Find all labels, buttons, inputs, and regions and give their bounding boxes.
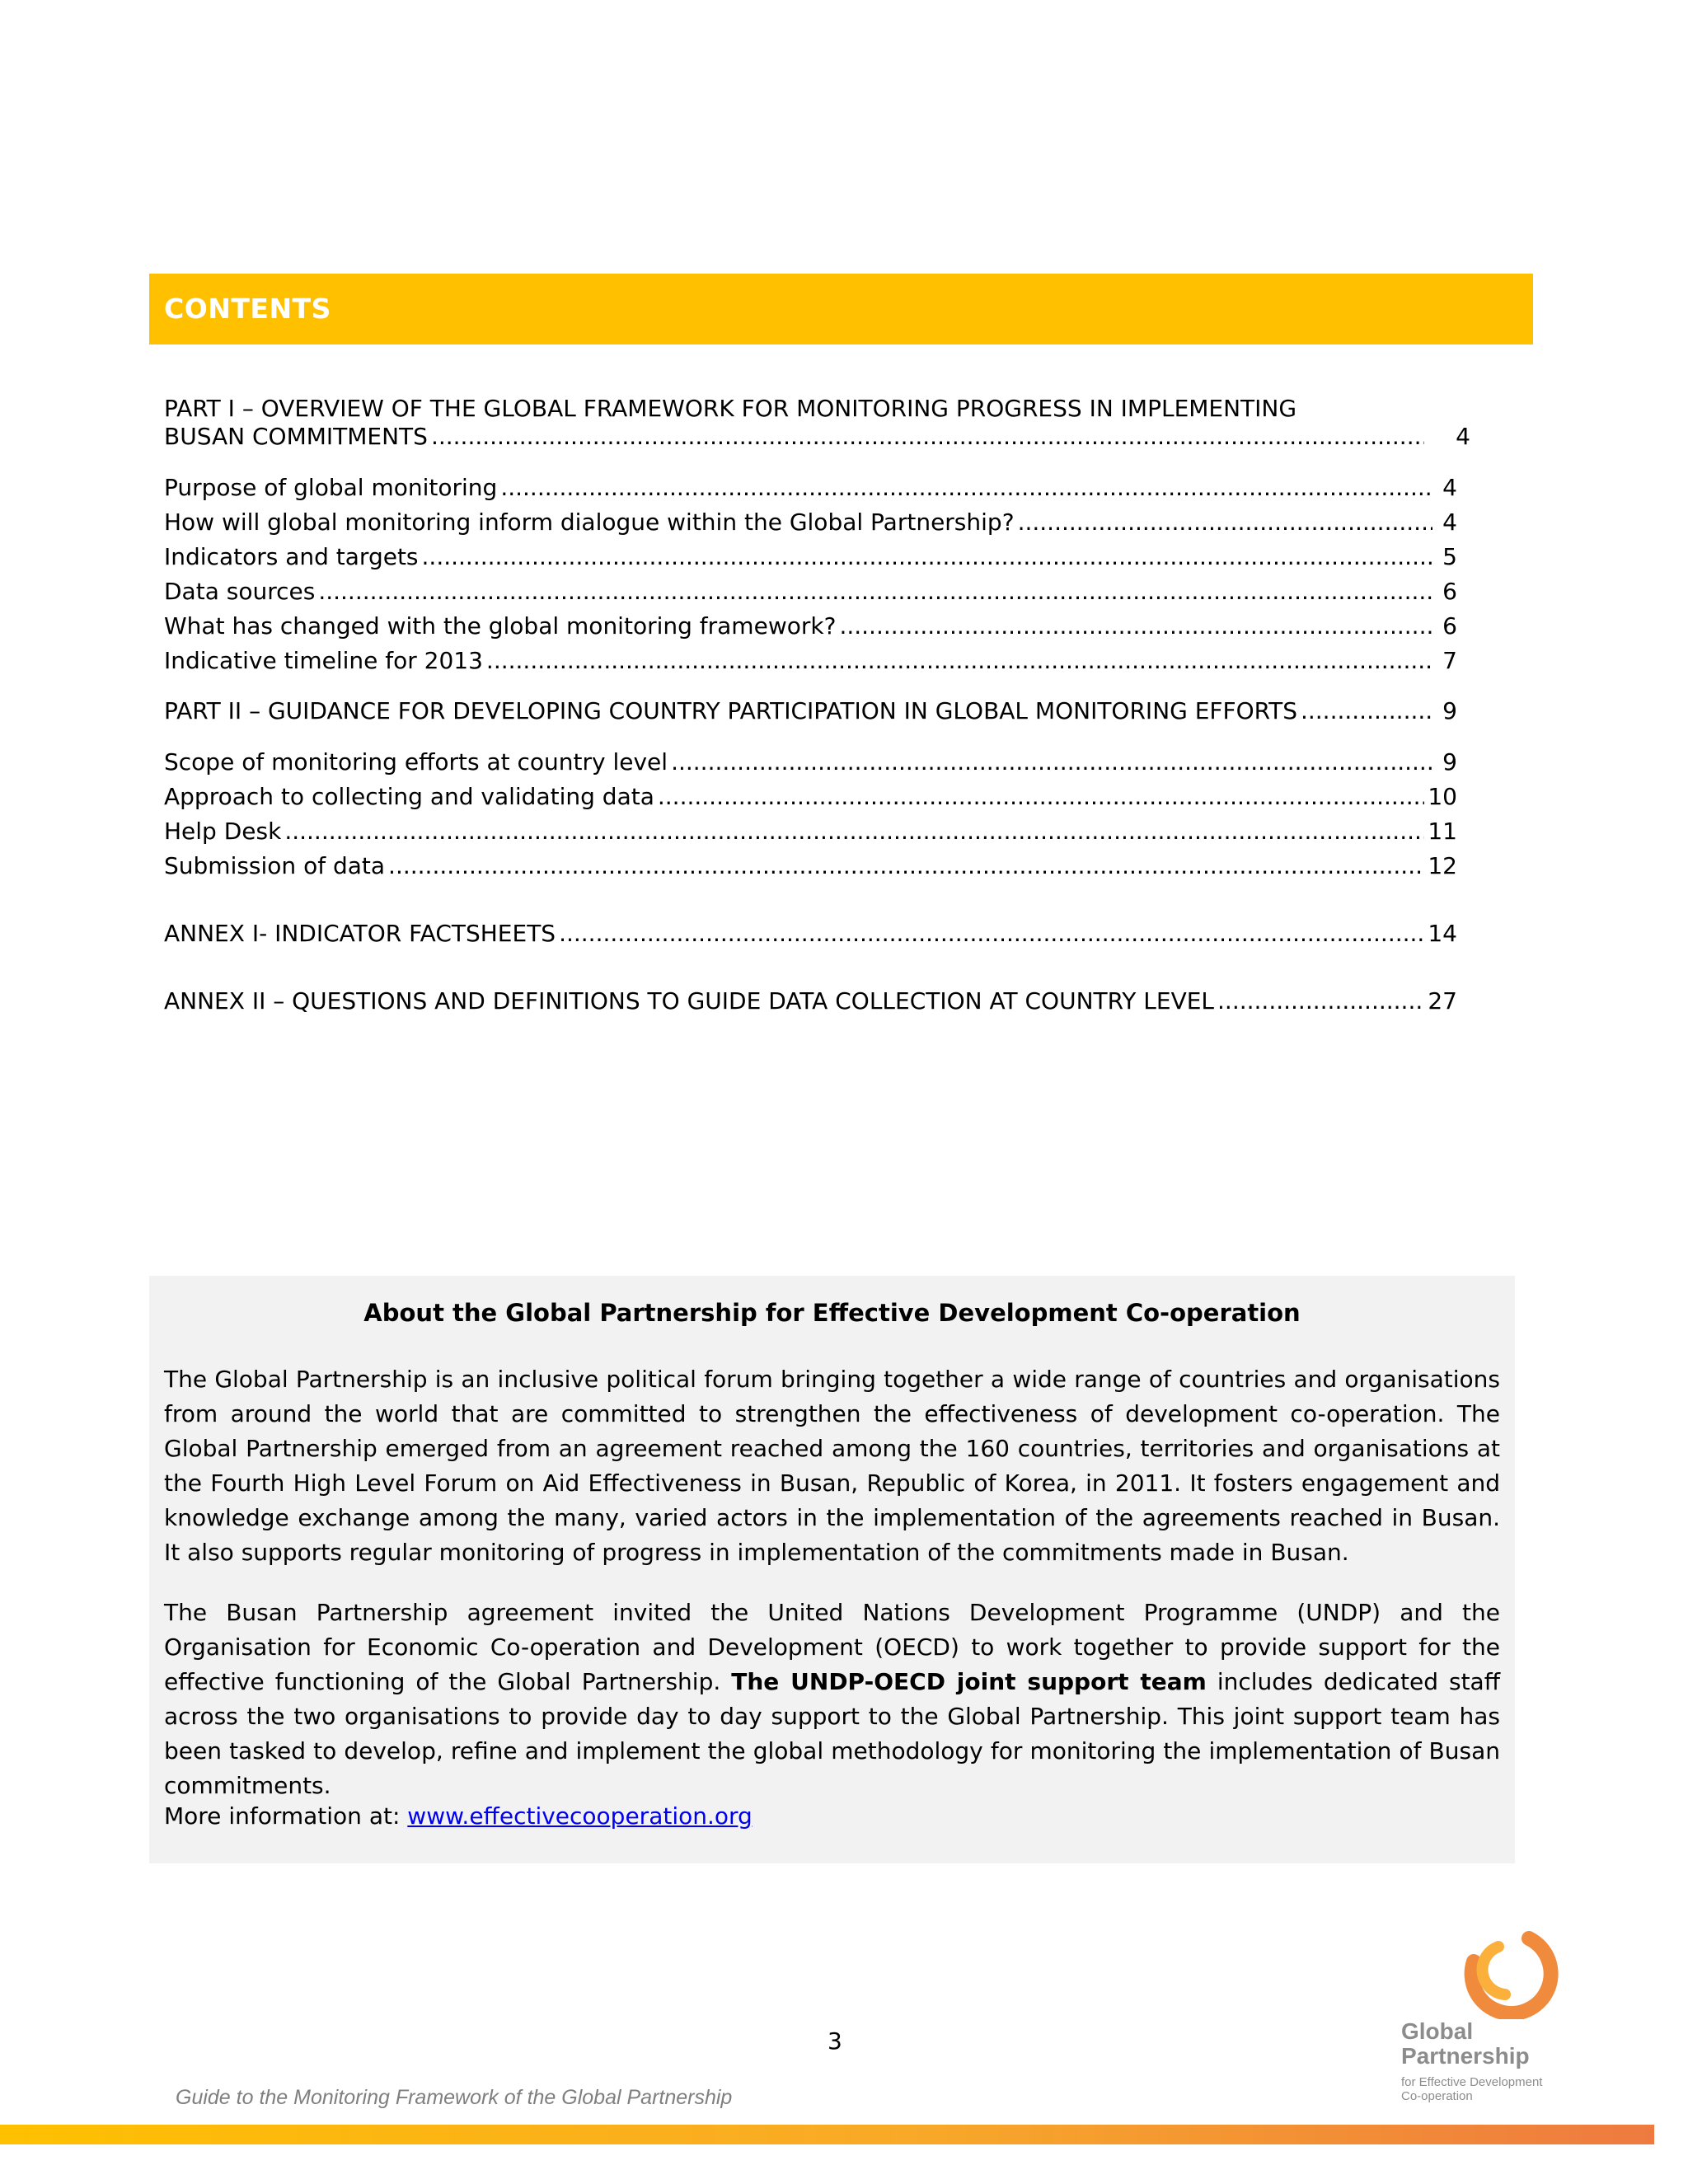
logo-line-global: Global <box>1401 2018 1474 2044</box>
about-title: About the Global Partnership for Effective Development Co-operation <box>363 1299 1301 1327</box>
toc-page-number: 11 <box>1428 818 1457 845</box>
toc-leader-dots <box>1301 694 1432 729</box>
website-link[interactable]: www.effectivecooperation.org <box>407 1802 753 1830</box>
support-team-highlight: The UNDP-OECD joint support team <box>731 1668 1207 1695</box>
toc-entry[interactable] <box>164 609 1457 644</box>
toc-entry-part1[interactable] <box>164 419 1470 454</box>
toc-leader-dots <box>284 814 1424 849</box>
about-panel <box>149 1276 1515 1863</box>
toc-page-number: 10 <box>1428 783 1457 810</box>
toc-page-number: 4 <box>1442 509 1457 536</box>
toc-entry[interactable] <box>164 745 1457 780</box>
logo-tagline <box>1401 2075 1542 2103</box>
toc-page-number: 9 <box>1442 697 1457 724</box>
partnership-ring-icon <box>1451 1929 1566 2019</box>
more-info-line <box>164 1799 1500 1834</box>
toc-entry-title: Purpose of global monitoring <box>164 474 498 501</box>
toc-leader-dots <box>839 609 1432 644</box>
logo-line-partnership: Partnership <box>1401 2043 1530 2069</box>
toc-entry-title: Submission of data <box>164 852 386 879</box>
logo-tagline-2: Co-operation <box>1401 2089 1473 2103</box>
toc-entry[interactable] <box>164 505 1457 540</box>
toc-entry-title: How will global monitoring inform dialogue within the Global Partnership? <box>164 509 1015 536</box>
toc-entry-annex1[interactable] <box>164 916 1457 951</box>
toc-page-number: 9 <box>1442 748 1457 776</box>
toc-page-number: 12 <box>1428 852 1457 879</box>
toc-leader-dots <box>318 574 1432 609</box>
toc-page-number: 7 <box>1442 647 1457 674</box>
toc-entry-title: Indicative timeline for 2013 <box>164 647 483 674</box>
toc-leader-dots <box>559 916 1424 951</box>
about-paragraph-2-text-cont: includes dedicated staff across the two organisations to provide day to day support to the Global Partnership. This joint support team has been tasked to develop, refine and implement the global methodology for monitoring the implementation of Busan commitments. <box>164 1668 1501 1799</box>
toc-page-number: 14 <box>1428 920 1457 947</box>
toc-leader-dots <box>422 540 1432 574</box>
toc-entry-annex2[interactable] <box>164 984 1457 1019</box>
toc-entry-title: ANNEX II – QUESTIONS AND DEFINITIONS TO GUIDE DATA COLLECTION AT COUNTRY LEVEL <box>164 987 1215 1015</box>
toc-entry-part2[interactable] <box>164 694 1457 729</box>
toc-entry-title: PART II – GUIDANCE FOR DEVELOPING COUNTRY PARTICIPATION IN GLOBAL MONITORING EFFORTS <box>164 697 1297 724</box>
toc-entry[interactable] <box>164 540 1457 574</box>
toc-entry[interactable] <box>164 780 1457 814</box>
toc-entry-title: Help Desk <box>164 818 282 845</box>
toc-leader-dots <box>671 745 1432 780</box>
contents-header-bar <box>149 274 1533 344</box>
toc-page-number: 27 <box>1428 987 1457 1015</box>
toc-part1-title-line1: PART I – OVERVIEW OF THE GLOBAL FRAMEWORK FOR MONITORING PROGRESS IN IMPLEMENTING <box>164 395 1297 422</box>
about-paragraph-1: The Global Partnership is an inclusive political forum bringing together a wide range of countries and organisations from around the world that are committed to strengthen the effectiveness of development co-operation. The Global Partnership emerged from an agreement reached among the 160 countries, territories and organisations at the Fourth High Level Forum on Aid Effectiveness in Busan, Republic of Korea, in 2011. It fosters engagement and knowledge exchange among the many, varied actors in the implementation of the agreements reached in Busan. It also supports regular monitoring of progress in implementation of the commitments made in Busan. <box>164 1366 1500 1566</box>
about-paragraph-2 <box>164 1596 1500 1803</box>
toc-entry-title: Indicators and targets <box>164 543 419 570</box>
toc-entry-title: BUSAN COMMITMENTS <box>164 423 428 450</box>
page-number: 3 <box>828 2027 842 2055</box>
toc-page-number: 6 <box>1442 578 1457 605</box>
global-partnership-logo <box>1401 1929 1599 2118</box>
toc-entry[interactable] <box>164 644 1457 678</box>
logo-tagline-1: for Effective Development <box>1401 2075 1543 2089</box>
footer-gradient-bar <box>0 2125 1654 2144</box>
footer-title: Guide to the Monitoring Framework of the Global Partnership <box>176 2086 733 2109</box>
toc-page-number: 5 <box>1442 543 1457 570</box>
about-paragraph-2-text: The Busan Partnership agreement invited the United Nations Development Programme (UNDP) and the Organisation for Economic Co-operation and Development (OECD) to work together to provide support for the effective functioning of the Global Partnership. <box>164 1599 1500 1695</box>
toc-entry-title: Approach to collecting and validating data <box>164 783 654 810</box>
more-info-label: More information at: <box>164 1802 401 1830</box>
toc-page-number: 6 <box>1442 612 1457 640</box>
toc-leader-dots <box>388 849 1424 883</box>
toc-entry-title: Data sources <box>164 578 316 605</box>
contents-title: CONTENTS <box>164 293 331 325</box>
toc-entry-title: What has changed with the global monitoring framework? <box>164 612 837 640</box>
toc-leader-dots <box>658 780 1424 814</box>
toc-leader-dots <box>500 471 1432 505</box>
table-of-contents <box>164 391 1470 1034</box>
toc-leader-dots <box>486 644 1432 678</box>
toc-page-number: 4 <box>1456 423 1470 450</box>
toc-leader-dots <box>1018 505 1432 540</box>
toc-entry-title: Scope of monitoring efforts at country level <box>164 748 668 776</box>
toc-page-number: 4 <box>1442 474 1457 501</box>
toc-leader-dots <box>1217 984 1424 1019</box>
toc-leader-dots <box>431 419 1424 454</box>
toc-entry[interactable] <box>164 814 1457 849</box>
toc-entry[interactable] <box>164 849 1457 883</box>
logo-wordmark <box>1401 2019 1530 2069</box>
toc-entry[interactable] <box>164 574 1457 609</box>
toc-entry-title: ANNEX I- INDICATOR FACTSHEETS <box>164 920 556 947</box>
toc-entry[interactable] <box>164 471 1457 505</box>
